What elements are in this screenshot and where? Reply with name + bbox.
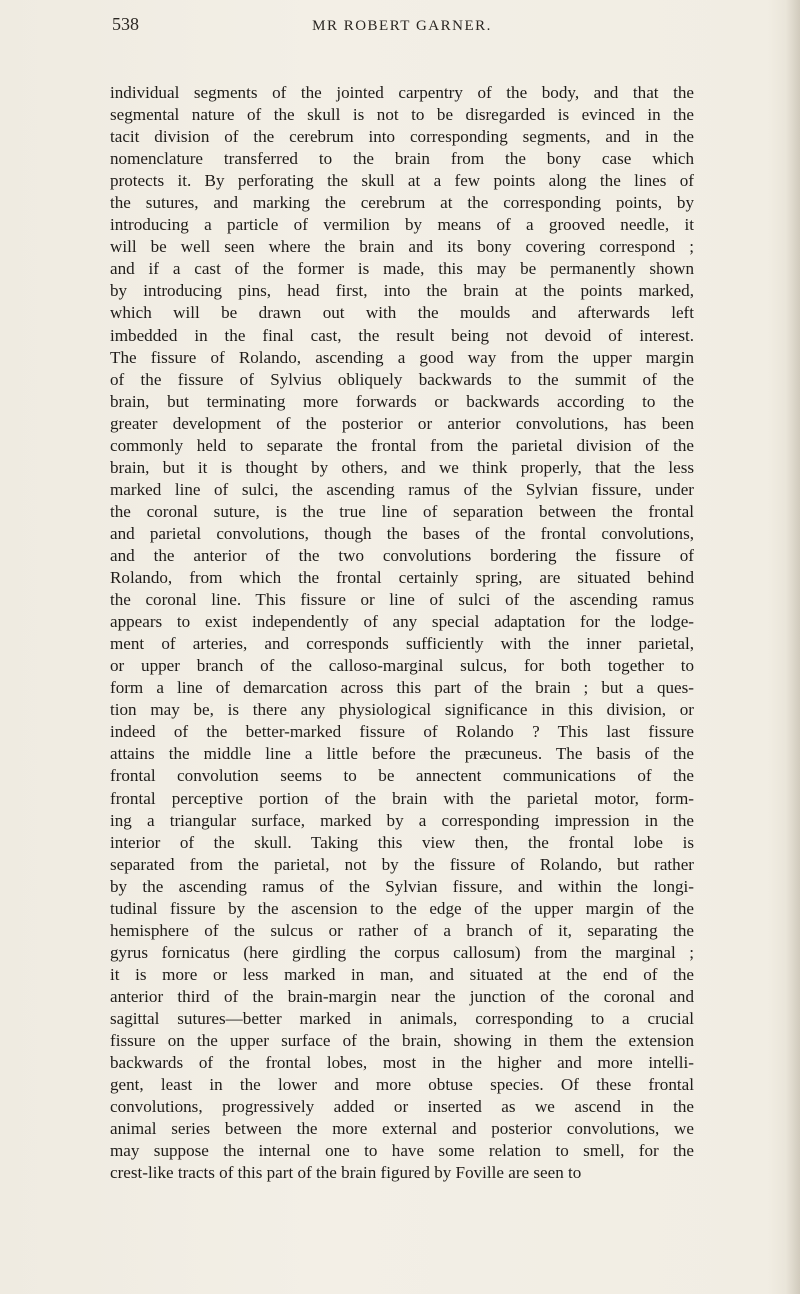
text-line: the sutures, and marking the cerebrum at the corresponding points, by bbox=[110, 193, 694, 213]
text-line: and parietal convolutions, though the bases of the frontal convolutions, bbox=[110, 523, 694, 543]
text-line: introducing a particle of vermilion by means of a grooved needle, it bbox=[110, 215, 694, 235]
text-line: separated from the parietal, not by the fissure of Rolando, but rather bbox=[110, 854, 694, 874]
running-head bbox=[112, 14, 692, 38]
text-line: The fissure of Rolando, ascending a good way from the upper margin bbox=[110, 347, 694, 367]
text-line: the coronal suture, is the true line of separation between the frontal bbox=[110, 501, 694, 521]
text-line: will be well seen where the brain and its bony covering correspond ; bbox=[110, 237, 694, 257]
text-line: crest-like tracts of this part of the brain figured by Foville are seen to bbox=[110, 1163, 582, 1183]
text-line: commonly held to separate the frontal from the parietal division of the bbox=[110, 435, 694, 455]
running-title: MR ROBERT GARNER. bbox=[312, 18, 492, 34]
text-line: tacit division of the cerebrum into corresponding segments, and in the bbox=[110, 127, 694, 147]
text-line: indeed of the better-marked fissure of Rolando ? This last fissure bbox=[110, 722, 694, 742]
text-line: of the fissure of Sylvius obliquely backwards to the summit of the bbox=[110, 369, 694, 389]
text-line: gent, least in the lower and more obtuse species. Of these frontal bbox=[110, 1075, 694, 1095]
text-line: tion may be, is there any physiological significance in this division, or bbox=[110, 700, 694, 720]
text-line: Rolando, from which the frontal certainly spring, are situated behind bbox=[110, 568, 694, 588]
text-line: the coronal line. This fissure or line of sulci of the ascending ramus bbox=[110, 590, 694, 610]
text-line: appears to exist independently of any special adaptation for the lodge- bbox=[110, 612, 694, 632]
text-line: protects it. By perforating the skull at a few points along the lines of bbox=[110, 171, 694, 191]
text-line: interior of the skull. Taking this view then, the frontal lobe is bbox=[110, 832, 694, 852]
body-text bbox=[110, 82, 694, 1184]
text-line: frontal convolution seems to be annectent communications of the bbox=[110, 766, 694, 786]
text-line: and if a cast of the former is made, this may be permanently shown bbox=[110, 259, 694, 279]
text-line: it is more or less marked in man, and situated at the end of the bbox=[110, 964, 694, 984]
text-line: animal series between the more external and posterior convolutions, we bbox=[110, 1119, 694, 1139]
text-line: brain, but it is thought by others, and we think properly, that the less bbox=[110, 457, 694, 477]
text-line: backwards of the frontal lobes, most in the higher and more intelli- bbox=[110, 1053, 694, 1073]
text-line: individual segments of the jointed carpentry of the body, and that the bbox=[110, 83, 694, 102]
text-line: by the ascending ramus of the Sylvian fissure, and within the longi- bbox=[110, 876, 694, 896]
text-line: fissure on the upper surface of the brain, showing in them the extension bbox=[110, 1031, 694, 1051]
text-line: or upper branch of the calloso-marginal sulcus, for both together to bbox=[110, 656, 694, 676]
text-line: marked line of sulci, the ascending ramus of the Sylvian fissure, under bbox=[110, 479, 694, 499]
text-line: by introducing pins, head first, into the brain at the points marked, bbox=[110, 281, 694, 301]
text-line: attains the middle line a little before the præcuneus. The basis of the bbox=[110, 744, 694, 764]
text-line: may suppose the internal one to have some relation to smell, for the bbox=[110, 1141, 694, 1161]
text-line: form a line of demarcation across this part of the brain ; but a ques- bbox=[110, 678, 694, 698]
page-number: 538 bbox=[112, 14, 139, 34]
text-line: convolutions, progressively added or inserted as we ascend in the bbox=[110, 1097, 694, 1117]
text-line: tudinal fissure by the ascension to the edge of the upper margin of the bbox=[110, 898, 694, 918]
text-line: segmental nature of the skull is not to be disregarded is evinced in the bbox=[110, 105, 694, 125]
text-line: which will be drawn out with the moulds and afterwards left bbox=[110, 303, 694, 323]
text-line: frontal perceptive portion of the brain with the parietal motor, form- bbox=[110, 788, 694, 808]
text-line: ing a triangular surface, marked by a corresponding impression in the bbox=[110, 810, 694, 830]
text-line: gyrus fornicatus (here girdling the corpus callosum) from the marginal ; bbox=[110, 942, 694, 962]
page-edge-shadow bbox=[786, 0, 800, 1294]
text-line: ment of arteries, and corresponds sufficiently with the inner parietal, bbox=[110, 634, 694, 654]
text-line: sagittal sutures—better marked in animals, corresponding to a crucial bbox=[110, 1008, 694, 1028]
text-line: greater development of the posterior or anterior convolutions, has been bbox=[110, 413, 694, 433]
text-line: and the anterior of the two convolutions bordering the fissure of bbox=[110, 545, 694, 565]
text-line: brain, but terminating more forwards or backwards according to the bbox=[110, 391, 694, 411]
text-line: hemisphere of the sulcus or rather of a branch of it, separating the bbox=[110, 920, 694, 940]
text-line: anterior third of the brain-margin near the junction of the coronal and bbox=[110, 986, 694, 1006]
text-line: nomenclature transferred to the brain from the bony case which bbox=[110, 149, 694, 169]
text-line: imbedded in the final cast, the result being not devoid of interest. bbox=[110, 325, 694, 345]
